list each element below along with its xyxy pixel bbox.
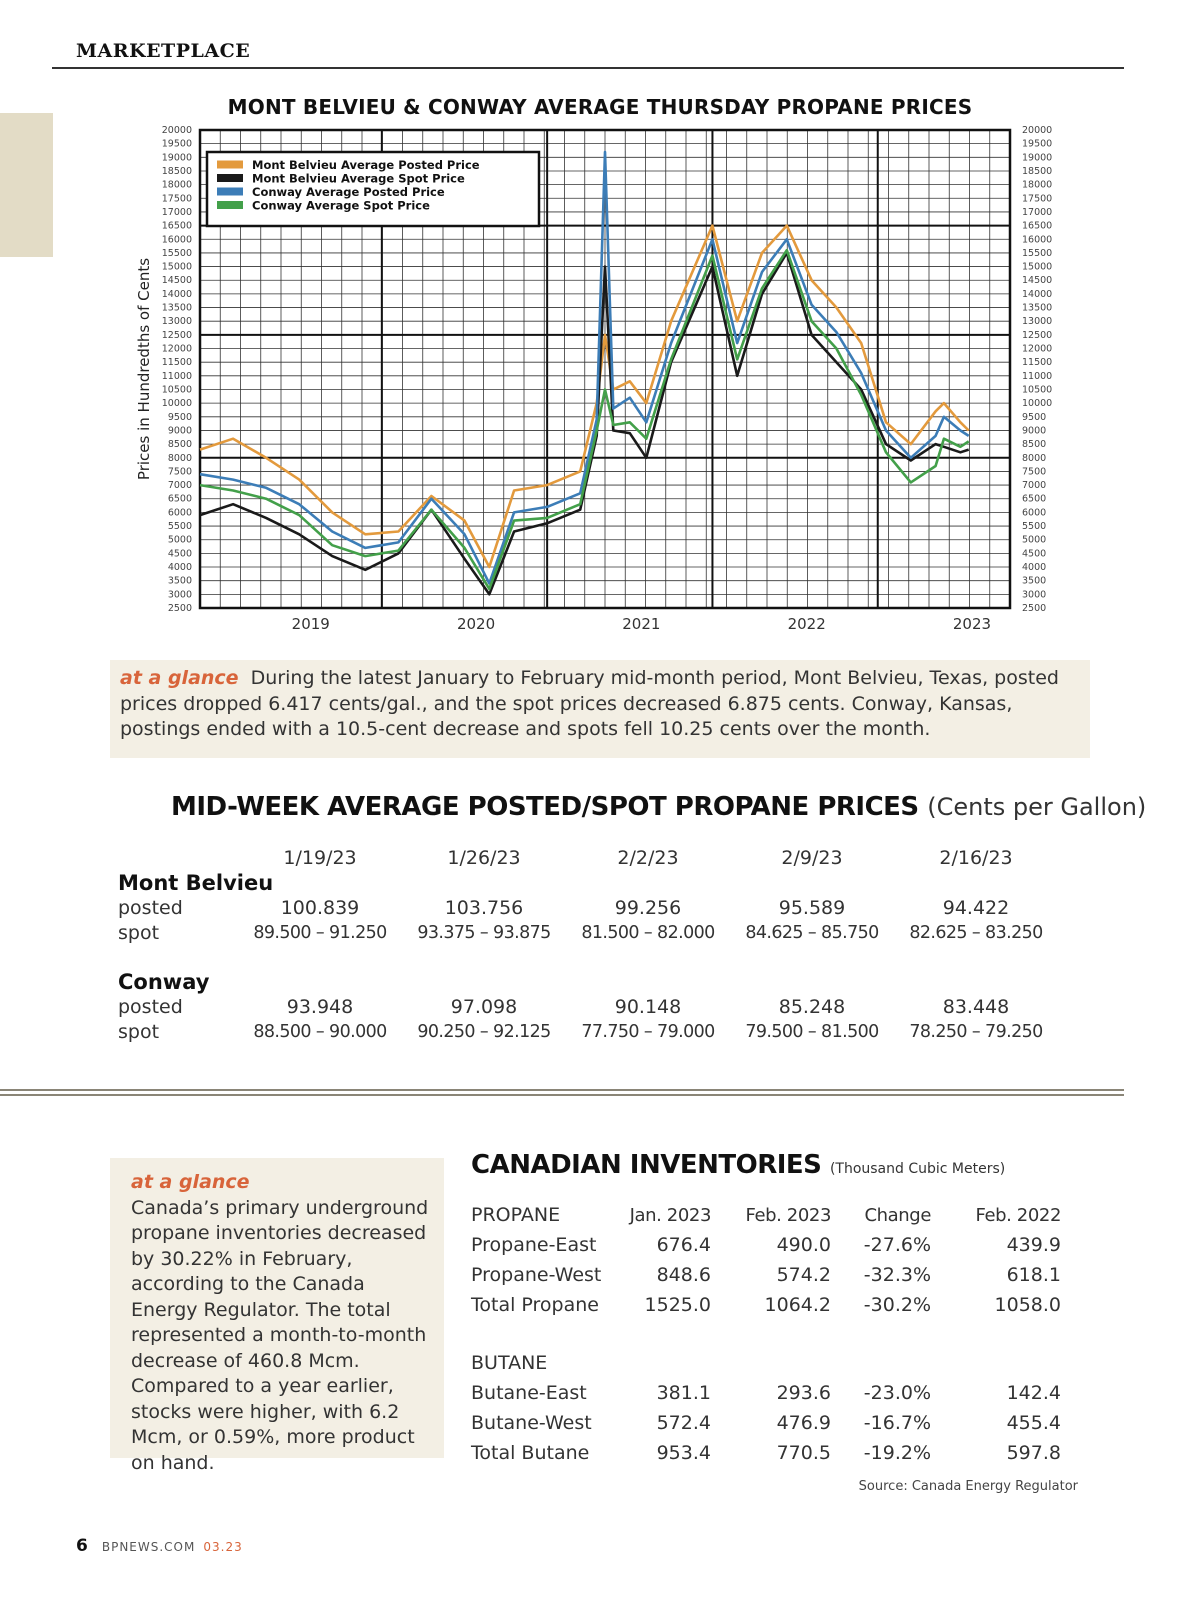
legend-swatch [217, 201, 243, 209]
table-cell: 103.756 [444, 896, 524, 919]
y-tick-label: 19000 [1022, 152, 1053, 164]
canadian-table [471, 1200, 1061, 1468]
issue-date: 03.23 [203, 1540, 243, 1554]
row-label: posted [118, 896, 183, 919]
legend-label: Conway Average Spot Price [252, 198, 430, 213]
group-label: BUTANE [471, 1352, 548, 1374]
table-row [471, 1260, 1061, 1290]
y-tick-label: 10500 [161, 384, 192, 396]
row-label: Total Butane [471, 1442, 590, 1464]
table-cell: 84.625 – 85.750 [745, 922, 879, 943]
table-cell: 618.1 [1006, 1264, 1061, 1286]
section-divider [0, 1089, 1124, 1091]
x-tick-label: 2021 [622, 615, 661, 633]
y-tick-label: 17500 [161, 193, 192, 205]
table-cell: 78.250 – 79.250 [909, 1021, 1043, 1042]
x-tick-label: 2023 [952, 615, 992, 633]
date-header: 2/9/23 [781, 846, 843, 869]
glance-tag: at a glance [131, 1171, 250, 1193]
table-cell: 90.250 – 92.125 [417, 1021, 551, 1042]
table-cell: 79.500 – 81.500 [745, 1021, 879, 1042]
table-cell: 1525.0 [644, 1294, 711, 1316]
column-header: Jan. 2023 [629, 1204, 711, 1226]
series-line [200, 226, 969, 567]
table-cell: 597.8 [1006, 1442, 1061, 1464]
y-tick-label: 9000 [167, 425, 192, 437]
table-row [118, 895, 1058, 920]
table-row [118, 994, 1058, 1019]
table-cell: -19.2% [863, 1442, 931, 1464]
y-tick-label: 18500 [161, 165, 192, 177]
date-header: 1/26/23 [447, 846, 521, 869]
y-tick-label: 10000 [1022, 398, 1053, 410]
y-tick-label: 15000 [1022, 261, 1053, 273]
y-tick-label: 4000 [167, 562, 192, 574]
table-cell: 99.256 [614, 896, 682, 919]
footer [76, 1536, 243, 1556]
table-row [471, 1230, 1061, 1260]
table-cell: 1058.0 [994, 1294, 1061, 1316]
legend-swatch [217, 188, 243, 196]
y-tick-label: 20000 [161, 125, 192, 136]
y-tick-label: 17000 [1022, 206, 1053, 218]
date-header: 2/16/23 [939, 846, 1013, 869]
y-tick-label: 3000 [1022, 589, 1047, 601]
table-cell: 83.448 [942, 995, 1010, 1018]
group-label: PROPANE [471, 1204, 561, 1226]
midweek-unit: (Cents per Gallon) [927, 793, 1147, 821]
table-cell: -32.3% [863, 1264, 931, 1286]
row-label: Butane-East [471, 1382, 587, 1404]
y-tick-label: 11500 [161, 357, 192, 369]
y-tick-label: 13000 [161, 316, 192, 328]
site-name: BPNEWS.COM [101, 1540, 196, 1554]
table-cell: 381.1 [656, 1382, 711, 1404]
y-tick-label: 2500 [167, 603, 192, 614]
table-cell: 82.625 – 83.250 [909, 922, 1043, 943]
y-tick-label: 5500 [1022, 521, 1047, 533]
glance-tag: at a glance [120, 667, 239, 689]
y-tick-label: 2500 [1022, 603, 1047, 614]
y-tick-label: 4500 [167, 548, 192, 560]
y-tick-label: 7000 [167, 480, 192, 492]
y-tick-label: 15500 [1022, 247, 1053, 259]
table-cell: -30.2% [863, 1294, 931, 1316]
legend-swatch [217, 161, 243, 169]
y-tick-label: 6000 [167, 507, 192, 519]
glance-box-prices [110, 660, 1090, 758]
table-cell: 293.6 [776, 1382, 831, 1404]
y-tick-label: 11000 [161, 370, 192, 382]
y-tick-label: 10000 [161, 398, 192, 410]
y-tick-label: 8500 [167, 439, 192, 451]
column-header: Feb. 2023 [745, 1204, 831, 1226]
y-tick-label: 17000 [161, 206, 192, 218]
glance-box-inventories [110, 1158, 444, 1474]
table-cell: 770.5 [776, 1442, 831, 1464]
y-tick-label: 9500 [1022, 411, 1047, 423]
row-label: spot [118, 1020, 160, 1043]
y-tick-label: 7000 [1022, 480, 1047, 492]
y-tick-label: 5500 [167, 521, 192, 533]
y-tick-label: 5000 [1022, 534, 1047, 546]
y-tick-label: 12500 [161, 329, 192, 341]
table-cell: 953.4 [656, 1442, 711, 1464]
y-tick-label: 12000 [1022, 343, 1053, 355]
table-cell: 848.6 [656, 1264, 711, 1286]
table-cell: 676.4 [656, 1234, 711, 1256]
canadian-unit: (Thousand Cubic Meters) [829, 1161, 1006, 1177]
canadian-title: CANADIAN INVENTORIES (Thousand Cubic Meters) [471, 1150, 1006, 1180]
x-tick-label: 2020 [456, 615, 496, 633]
y-tick-label: 19000 [161, 152, 192, 164]
table-row [471, 1348, 1061, 1378]
table-cell: 142.4 [1006, 1382, 1061, 1404]
y-tick-label: 10500 [1022, 384, 1053, 396]
table-row [471, 1378, 1061, 1408]
table-cell: 97.098 [450, 995, 518, 1018]
y-tick-label: 12500 [1022, 329, 1053, 341]
row-label: Butane-West [471, 1412, 592, 1434]
y-tick-label: 19500 [161, 138, 192, 150]
table-cell: -16.7% [863, 1412, 931, 1434]
row-label: posted [118, 995, 183, 1018]
y-tick-label: 15000 [161, 261, 192, 273]
y-tick-label: 17500 [1022, 193, 1053, 205]
y-tick-label: 4500 [1022, 548, 1047, 560]
source-note: Source: Canada Energy Regulator [858, 1479, 1078, 1494]
series-line [200, 253, 969, 594]
y-tick-label: 14000 [161, 288, 192, 300]
y-tick-label: 15500 [161, 247, 192, 259]
table-cell: -27.6% [863, 1234, 931, 1256]
y-tick-label: 3500 [1022, 575, 1047, 587]
group-label: Mont Belvieu [118, 870, 274, 895]
table-cell: 88.500 – 90.000 [253, 1021, 387, 1042]
section-label: MARKETPLACE [76, 40, 251, 62]
table-cell: 93.948 [286, 995, 354, 1018]
price-chart [120, 125, 1080, 645]
side-tab [0, 113, 53, 257]
row-label: Propane-West [471, 1264, 602, 1286]
table-row [471, 1438, 1061, 1468]
y-tick-label: 8500 [1022, 439, 1047, 451]
y-tick-label: 9500 [167, 411, 192, 423]
y-tick-label: 20000 [1022, 125, 1053, 136]
table-row [118, 870, 1058, 895]
y-tick-label: 19500 [1022, 138, 1053, 150]
y-tick-label: 3500 [167, 575, 192, 587]
row-label: spot [118, 921, 160, 944]
table-cell: 85.248 [778, 995, 846, 1018]
section-divider [0, 1094, 1124, 1096]
table-cell: 572.4 [656, 1412, 711, 1434]
y-tick-label: 6500 [1022, 493, 1047, 505]
table-cell: 95.589 [778, 896, 846, 919]
y-tick-label: 8000 [1022, 452, 1047, 464]
x-tick-label: 2022 [787, 615, 826, 633]
y-tick-label: 16000 [161, 234, 192, 246]
midweek-title: MID-WEEK AVERAGE POSTED/SPOT PROPANE PRICES (Cents per Gallon) [171, 792, 1147, 822]
table-cell: 81.500 – 82.000 [581, 922, 715, 943]
glance-text: During the latest January to February mid-month period, Mont Belvieu, Texas, posted prices dropped 6.417 cents/gal., and the spot prices decreased 6.875 cents. Conway, Kansas, postings ended with a 10.5-cent decrease and spots fell 10.25 cents over the month. [120, 667, 1059, 740]
y-tick-label: 18000 [1022, 179, 1053, 191]
y-tick-label: 7500 [1022, 466, 1047, 478]
table-cell: 439.9 [1006, 1234, 1061, 1256]
y-tick-label: 12000 [161, 343, 192, 355]
row-label: Total Propane [471, 1294, 599, 1316]
y-tick-label: 14000 [1022, 288, 1053, 300]
column-header: Feb. 2022 [975, 1204, 1061, 1226]
table-cell: 574.2 [776, 1264, 831, 1286]
table-cell: -23.0% [863, 1382, 931, 1404]
table-row [471, 1408, 1061, 1438]
y-tick-label: 16000 [1022, 234, 1053, 246]
y-tick-label: 13000 [1022, 316, 1053, 328]
table-cell: 100.839 [280, 896, 360, 919]
table-row [118, 969, 1058, 994]
y-axis-label: Prices in Hundredths of Cents [135, 257, 153, 481]
table-cell: 1064.2 [764, 1294, 831, 1316]
y-tick-label: 13500 [161, 302, 192, 314]
page-number: 6 [76, 1536, 88, 1556]
group-label: Conway [118, 969, 210, 994]
table-cell: 89.500 – 91.250 [253, 922, 387, 943]
legend-label: Mont Belvieu Average Posted Price [252, 158, 480, 172]
y-tick-label: 9000 [1022, 425, 1047, 437]
chart-title: MONT BELVIEU & CONWAY AVERAGE THURSDAY PROPANE PRICES [227, 95, 973, 119]
y-tick-label: 8000 [167, 452, 192, 464]
y-tick-label: 16500 [1022, 220, 1053, 232]
table-cell: 455.4 [1006, 1412, 1061, 1434]
series-line [200, 250, 969, 589]
table-row [118, 920, 1058, 945]
table-cell: 93.375 – 93.875 [417, 922, 551, 943]
table-row [118, 1019, 1058, 1044]
table-cell: 476.9 [776, 1412, 831, 1434]
table-row [471, 1200, 1061, 1230]
y-tick-label: 14500 [1022, 275, 1053, 287]
legend-label: Mont Belvieu Average Spot Price [252, 171, 465, 186]
date-header: 1/19/23 [283, 846, 357, 869]
y-tick-label: 16500 [161, 220, 192, 232]
y-tick-label: 14500 [161, 275, 192, 287]
y-tick-label: 4000 [1022, 562, 1047, 574]
table-row [118, 845, 1058, 870]
table-cell: 94.422 [942, 896, 1010, 919]
y-tick-label: 3000 [167, 589, 192, 601]
y-tick-label: 11000 [1022, 370, 1053, 382]
y-tick-label: 18000 [161, 179, 192, 191]
y-tick-label: 6500 [167, 493, 192, 505]
table-cell: 90.148 [614, 995, 682, 1018]
column-header: Change [864, 1204, 931, 1226]
header-rule [52, 67, 1124, 69]
midweek-table [118, 845, 1058, 1044]
glance-text: Canada’s primary underground propane inventories decreased by 30.22% in February, according to the Canada Energy Regulator. The total represented a month-to-month decrease of 460.8 Mcm. Compared to a year earlier, stocks were higher, with 6.2 Mcm, or 0.59%, more product on hand. [131, 1196, 429, 1474]
legend-swatch [217, 174, 243, 182]
table-cell: 490.0 [776, 1234, 831, 1256]
y-tick-label: 7500 [167, 466, 192, 478]
y-tick-label: 18500 [1022, 165, 1053, 177]
table-cell: 77.750 – 79.000 [581, 1021, 715, 1042]
y-tick-label: 6000 [1022, 507, 1047, 519]
row-label: Propane-East [471, 1234, 597, 1256]
y-tick-label: 5000 [167, 534, 192, 546]
x-tick-label: 2019 [291, 615, 330, 633]
y-tick-label: 11500 [1022, 357, 1053, 369]
y-tick-label: 13500 [1022, 302, 1053, 314]
legend-label: Conway Average Posted Price [252, 185, 445, 199]
table-row [471, 1290, 1061, 1320]
date-header: 2/2/23 [617, 846, 679, 869]
